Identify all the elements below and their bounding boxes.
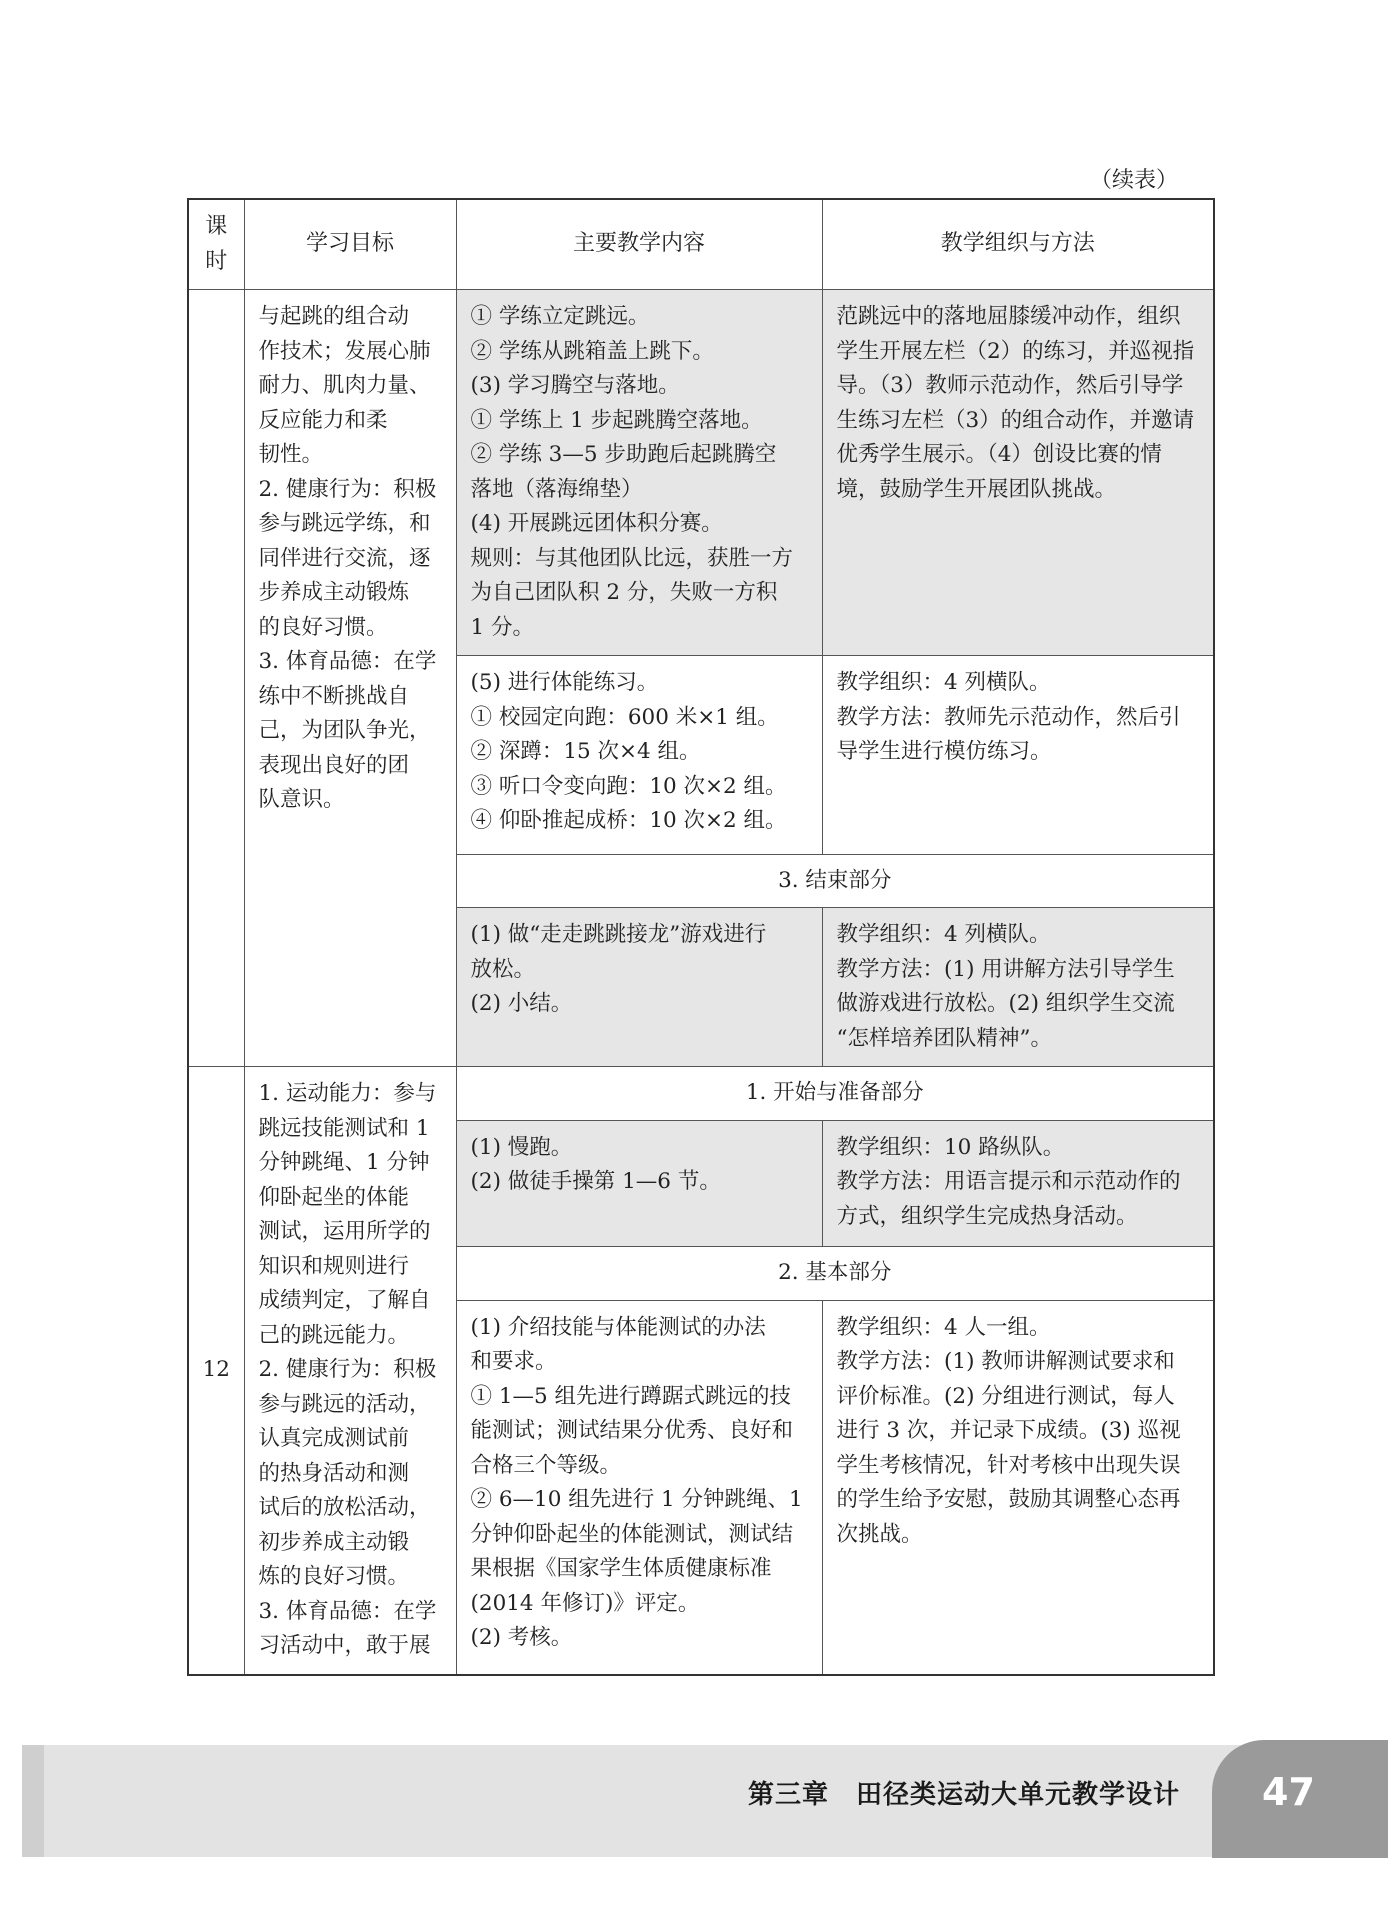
goal-line: 与起跳的组合动 [258,304,410,329]
content-line: ③ 听口令变向跑：10 次×2 组。 [470,773,787,799]
chapter-title: 第三章 田径类运动大单元教学设计 [748,1780,1181,1810]
footer-band [22,1745,1388,1857]
method-line: 进行 3 次，并记录下成绩。(3) 巡视 [836,1418,1181,1444]
content-line: ① 学练立定跳远。 [470,304,650,329]
table-row [188,290,1214,656]
content-line: ② 6—10 组先进行 1 分钟跳绳、1 [470,1487,803,1513]
content-line: 放松。 [470,956,536,982]
content-line: ② 学练从跳箱盖上跳下。 [470,338,714,364]
method-line: 教学方法：(1) 教师讲解测试要求和 [836,1349,1175,1375]
goal-line: 的热身活动和测 [258,1460,410,1486]
goal-line: 成绩判定，了解自 [258,1288,431,1313]
content-line: ① 学练上 1 步起跳腾空落地。 [470,407,763,433]
goal-line: 知识和规则进行 [258,1253,410,1279]
method-line: 教学方法：教师先示范动作，然后引 [836,704,1181,730]
goal-line: 分钟跳绳、1 分钟 [258,1150,430,1175]
header-content: 主要教学内容 [456,199,822,290]
goal-line: 3. 体育品德：在学 [258,1598,437,1624]
method-line: 教学组织：10 路纵队。 [836,1134,1065,1160]
method-cell [822,908,1214,1067]
method-line: “怎样培养团队精神”。 [836,1025,1052,1051]
goal-line: 步养成主动锻炼 [258,580,410,605]
header-row [188,199,1214,290]
content-line: (5) 进行体能练习。 [470,670,659,695]
goal-line: 试后的放松活动， [258,1495,431,1520]
goal-line: 韧性。 [258,442,324,467]
method-line: 的学生给予安慰，鼓励其调整心态再 [836,1487,1181,1513]
method-line: 范跳远中的落地屈膝缓冲动作，组织 [836,304,1181,329]
content-cell [456,1300,822,1674]
method-line: 次挑战。 [836,1521,923,1547]
continuation-label: （续表） [1090,168,1179,193]
goal-line: 己，为团队争光， [258,718,431,743]
content-line: (3) 学习腾空与落地。 [470,373,680,398]
method-line: 评价标准。(2) 分组进行测试，每人 [836,1383,1175,1409]
goal-line: 2. 健康行为：积极 [258,476,437,502]
content-line: ② 学练 3—5 步助跑后起跳腾空 [470,442,777,467]
content-line: (2) 考核。 [470,1625,573,1651]
content-line: 规则：与其他团队比远，获胜一方 [470,545,794,571]
method-cell [822,290,1214,656]
method-line: 方式，组织学生完成热身活动。 [836,1203,1138,1229]
page-number: 47 [1262,1770,1315,1814]
goal-line: 跳远技能测试和 1 [258,1115,430,1141]
goal-line: 认真完成测试前 [258,1426,410,1451]
goal-line: 2. 健康行为：积极 [258,1357,437,1382]
method-line: 学生考核情况，针对考核中出现失误 [836,1452,1181,1478]
content-line: 分钟仰卧起坐的体能测试，测试结 [470,1521,794,1547]
method-cell [822,1120,1214,1246]
lesson-plan-table [187,198,1215,1676]
method-line: 优秀学生展示。（4）创设比赛的情 [836,442,1162,467]
goal-line: 测试，运用所学的 [258,1219,431,1244]
method-line: 导。（3）教师示范动作，然后引导学 [836,373,1184,398]
period-cell [188,290,244,1067]
method-cell [822,1300,1214,1674]
header-method: 教学组织与方法 [822,199,1214,290]
goal-line: 反应能力和柔 [258,407,388,433]
goal-line: 初步养成主动锻 [258,1529,410,1555]
method-line: 导学生进行模仿练习。 [836,739,1052,764]
section-end-heading: 3. 结束部分 [456,855,1214,908]
content-line: 果根据《国家学生体质健康标准 [470,1556,772,1582]
goals-cell [244,290,456,1067]
content-line: 1 分。 [470,614,535,640]
goal-line: 作技术；发展心肺 [258,338,431,364]
goal-line: 队意识。 [258,787,345,812]
method-cell [822,656,1214,855]
content-line: (4) 开展跳远团体积分赛。 [470,511,723,536]
method-line: 教学组织：4 列横队。 [836,922,1051,947]
method-line: 教学组织：4 列横队。 [836,670,1051,695]
content-line: 合格三个等级。 [470,1452,622,1478]
goal-line: 炼的良好习惯。 [258,1564,410,1589]
goal-line: 己的跳远能力。 [258,1322,410,1348]
method-line: 生练习左栏（3）的组合动作，并邀请 [836,407,1195,433]
goal-line: 3. 体育品德：在学 [258,649,437,674]
goal-line: 练中不断挑战自 [258,683,410,709]
content-cell [456,290,822,656]
method-line: 做游戏进行放松。(2) 组织学生交流 [836,991,1175,1016]
content-line: 和要求。 [470,1349,557,1375]
method-line: 教学组织：4 人一组。 [836,1314,1051,1340]
goals-cell [244,1067,456,1675]
goal-line: 同伴进行交流，逐 [258,545,431,571]
goal-line: 参与跳远学练，和 [258,511,431,536]
goal-line: 表现出良好的团 [258,752,410,778]
method-line: 境，鼓励学生开展团队挑战。 [836,476,1117,502]
method-line: 学生开展左栏（2）的练习，并巡视指 [836,338,1195,364]
content-line: (1) 做“走走跳跳接龙”游戏进行 [470,922,767,947]
goal-line: 1. 运动能力：参与 [258,1081,437,1106]
content-line: ② 深蹲：15 次×4 组。 [470,739,701,764]
content-line: (1) 介绍技能与体能测试的办法 [470,1314,766,1340]
content-cell [456,1120,822,1246]
content-line: 为自己团队积 2 分，失败一方积 [470,580,778,605]
goal-line: 仰卧起坐的体能 [258,1184,410,1210]
goal-line: 的良好习惯。 [258,614,388,640]
content-cell [456,908,822,1067]
content-line: 能测试；测试结果分优秀、良好和 [470,1418,794,1444]
content-cell [456,656,822,855]
content-line: ① 校园定向跑：600 米×1 组。 [470,704,779,730]
content-line: (1) 慢跑。 [470,1134,573,1160]
content-line: (2) 小结。 [470,991,573,1016]
method-line: 教学方法：(1) 用讲解方法引导学生 [836,956,1175,982]
header-goals: 学习目标 [244,199,456,290]
content-line: (2) 做徒手操第 1—6 节。 [470,1169,721,1195]
content-line: ① 1—5 组先进行蹲踞式跳远的技 [470,1383,792,1409]
section-row [188,1067,1214,1121]
content-line: ④ 仰卧推起成桥：10 次×2 组。 [470,808,787,833]
header-period: 课时 [188,199,244,290]
goal-line: 耐力、肌肉力量、 [258,373,431,398]
period-cell: 12 [188,1067,244,1675]
method-line: 教学方法：用语言提示和示范动作的 [836,1169,1181,1195]
goal-line: 参与跳远的活动， [258,1391,431,1417]
section-start-heading: 1. 开始与准备部分 [456,1067,1214,1121]
section-basic-heading: 2. 基本部分 [456,1246,1214,1300]
footer-edge [22,1745,44,1857]
content-line: 落地（落海绵垫） [470,476,643,502]
content-line: (2014 年修订)》评定。 [470,1590,700,1616]
goal-line: 习活动中，敢于展 [258,1633,431,1658]
